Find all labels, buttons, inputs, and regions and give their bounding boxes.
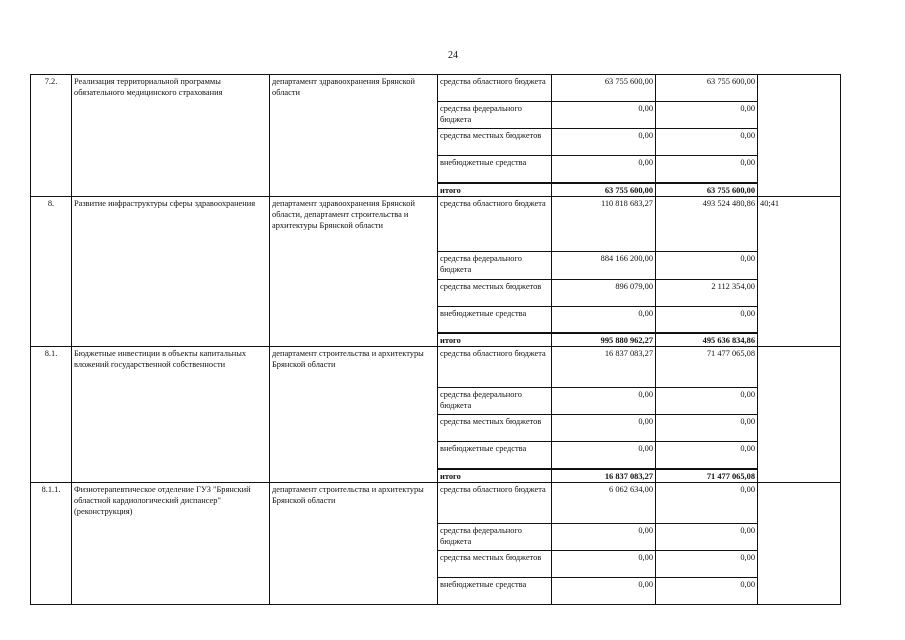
section-name: Физиотерапевтическое отделение ГУЗ "Брянский областной кардиологический диспансер" (реконструкция) [72,482,270,604]
amount-year-1: 6 062 634,00 [552,482,656,523]
funding-source: внебюджетные средства [438,306,552,333]
amount-year-1: 0,00 [552,523,656,550]
amount-year-2: 0,00 [656,129,758,156]
funding-source: средства местных бюджетов [438,129,552,156]
responsible-department: департамент здравоохранения Брянской области, департамент строительства и архитектуры Брянской области [270,196,438,347]
funding-source: итого [438,469,552,483]
amount-year-2: 2 112 354,00 [656,279,758,306]
funding-source: средства федерального бюджета [438,523,552,550]
amount-year-2: 0,00 [656,102,758,129]
amount-year-1: 16 837 083,27 [552,469,656,483]
amount-year-1: 0,00 [552,129,656,156]
amount-year-1: 110 818 683,27 [552,196,656,251]
funding-source: итого [438,183,552,197]
amount-year-2: 0,00 [656,251,758,279]
amount-year-2: 71 477 065,08 [656,347,758,388]
funding-source: внебюджетные средства [438,156,552,183]
indicator-reference [758,482,841,604]
amount-year-1: 884 166 200,00 [552,251,656,279]
budget-table-body [31,75,841,605]
funding-source: средства федерального бюджета [438,251,552,279]
section-name: Реализация территориальной программы обязательного медицинского страхования [72,75,270,197]
indicator-reference [758,75,841,197]
amount-year-1: 0,00 [552,415,656,442]
amount-year-2: 0,00 [656,156,758,183]
amount-year-1: 16 837 083,27 [552,347,656,388]
indicator-reference [758,347,841,483]
amount-year-2: 63 755 600,00 [656,75,758,102]
funding-source: средства федерального бюджета [438,102,552,129]
funding-source: средства федерального бюджета [438,388,552,415]
amount-year-1: 0,00 [552,388,656,415]
section-number: 8.1. [31,347,72,483]
amount-year-1: 0,00 [552,306,656,333]
amount-year-2: 0,00 [656,442,758,469]
amount-year-1: 0,00 [552,102,656,129]
table-row [31,75,841,102]
section-number: 8. [31,196,72,347]
amount-year-2: 71 477 065,08 [656,469,758,483]
amount-year-2: 0,00 [656,577,758,604]
funding-source: средства местных бюджетов [438,279,552,306]
section-number: 7.2. [31,75,72,197]
funding-source: средства местных бюджетов [438,550,552,577]
budget-table [30,74,841,605]
amount-year-1: 0,00 [552,156,656,183]
funding-source: средства областного бюджета [438,196,552,251]
responsible-department: департамент здравоохранения Брянской области [270,75,438,197]
amount-year-2: 0,00 [656,550,758,577]
amount-year-1: 0,00 [552,442,656,469]
indicator-reference: 40;41 [758,196,841,347]
funding-source: средства местных бюджетов [438,415,552,442]
table-row [31,196,841,251]
amount-year-2: 63 755 600,00 [656,183,758,197]
funding-source: внебюджетные средства [438,577,552,604]
table-row [31,347,841,388]
responsible-department: департамент строительства и архитектуры Брянской области [270,347,438,483]
amount-year-1: 0,00 [552,550,656,577]
section-name: Развитие инфраструктуры сферы здравоохранения [72,196,270,347]
page-number: 24 [448,50,458,61]
amount-year-1: 63 755 600,00 [552,75,656,102]
funding-source: средства областного бюджета [438,75,552,102]
amount-year-2: 0,00 [656,415,758,442]
amount-year-2: 495 636 834,86 [656,333,758,347]
amount-year-2: 493 524 480,86 [656,196,758,251]
funding-source: средства областного бюджета [438,347,552,388]
section-name: Бюджетные инвестиции в объекты капитальных вложений государственной собственности [72,347,270,483]
amount-year-1: 63 755 600,00 [552,183,656,197]
funding-source: средства областного бюджета [438,482,552,523]
responsible-department: департамент строительства и архитектуры Брянской области [270,482,438,604]
amount-year-1: 896 079,00 [552,279,656,306]
amount-year-2: 0,00 [656,482,758,523]
amount-year-2: 0,00 [656,306,758,333]
amount-year-2: 0,00 [656,523,758,550]
amount-year-1: 0,00 [552,577,656,604]
funding-source: итого [438,333,552,347]
amount-year-2: 0,00 [656,388,758,415]
amount-year-1: 995 880 962,27 [552,333,656,347]
funding-source: внебюджетные средства [438,442,552,469]
section-number: 8.1.1. [31,482,72,604]
table-row [31,482,841,523]
